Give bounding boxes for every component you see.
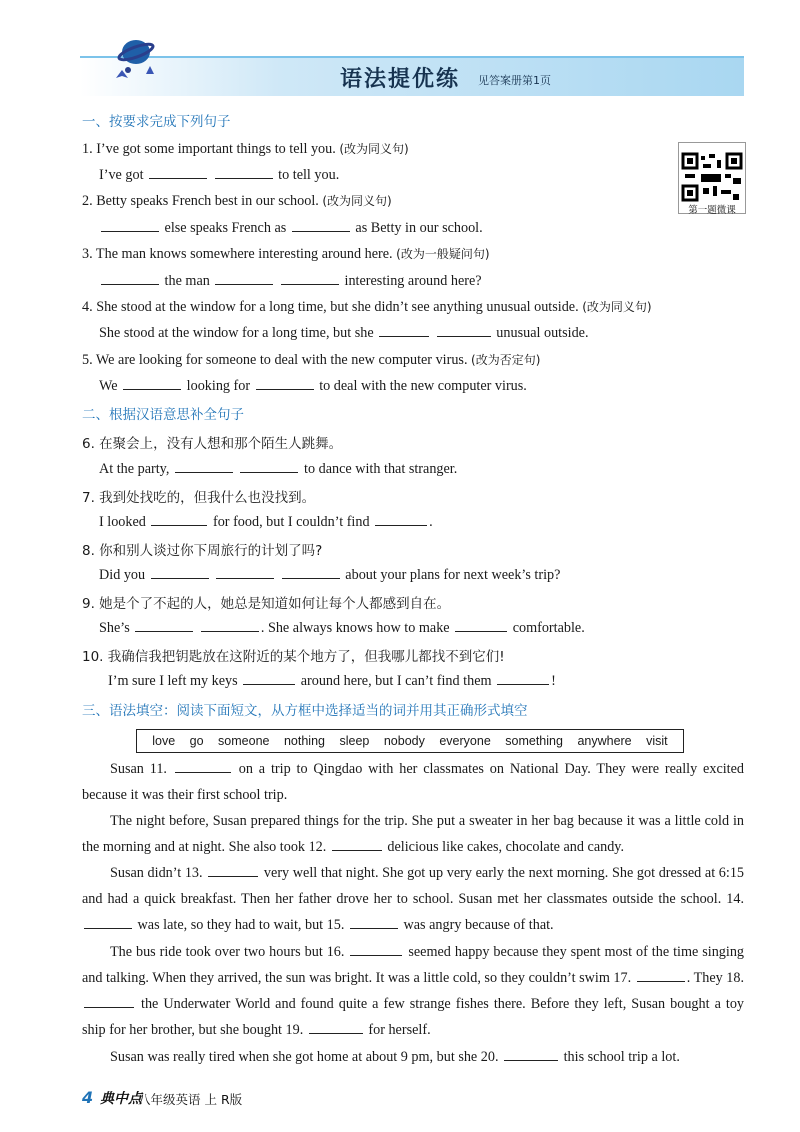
blank-input[interactable] bbox=[281, 272, 339, 285]
blank-input[interactable] bbox=[149, 166, 207, 179]
blank-input[interactable] bbox=[123, 377, 181, 390]
word-bank-item: love bbox=[152, 734, 176, 748]
word-bank-item: go bbox=[189, 734, 204, 748]
blank-input[interactable] bbox=[637, 969, 685, 982]
word-bank-item: someone bbox=[218, 734, 270, 748]
blank-input[interactable] bbox=[292, 219, 350, 232]
footer-book-title: 八年级英语 上 R版 bbox=[138, 1092, 243, 1107]
answer-2: else speaks French as as Betty in our school. bbox=[99, 219, 483, 237]
rocket-logo-icon bbox=[98, 30, 168, 90]
question-3: 3. The man knows somewhere interesting around here. (改为一般疑问句) bbox=[82, 246, 490, 262]
blank-input[interactable] bbox=[332, 838, 382, 851]
blank-input[interactable] bbox=[455, 619, 507, 632]
blank-input[interactable] bbox=[437, 324, 491, 337]
blank-input[interactable] bbox=[208, 864, 258, 877]
passage-paragraph-1: Susan 11. on a trip to Qingdao with her classmates on National Day. They were really excited because it was their first school trip. bbox=[82, 761, 745, 803]
blank-input[interactable] bbox=[282, 566, 340, 579]
question-2: 2. Betty speaks French best in our school. (改为同义句) bbox=[82, 193, 392, 209]
blank-input[interactable] bbox=[175, 460, 233, 473]
question-6: 6. 在聚会上，没有人想和那个陌生人跳舞。 bbox=[82, 436, 343, 452]
question-5: 5. We are looking for someone to deal with the new computer virus. (改为否定句) bbox=[82, 352, 541, 368]
answer-6: At the party, to dance with that stranger. bbox=[99, 461, 458, 477]
passage-paragraph-4: The bus ride took over two hours but 16. seemed happy because they spent most of the time singing and talking. When they arrived, the sun was bright. It was a little cold, so they couldn’t swim 17. . They 18. the Underwater World and found quite a few strange fishes there. Before they left, Susan bought a toy ship for her brother, but she bought 19. for herself. bbox=[82, 944, 745, 1038]
answer-5: We looking for to deal with the new computer virus. bbox=[99, 378, 527, 394]
blank-input[interactable] bbox=[215, 272, 273, 285]
blank-input[interactable] bbox=[101, 219, 159, 232]
blank-input[interactable] bbox=[256, 377, 314, 390]
blank-input[interactable] bbox=[101, 272, 159, 285]
question-4: 4. She stood at the window for a long time, but she didn’t see anything unusual outside. (改为同义句) bbox=[82, 299, 652, 315]
passage-paragraph-2: The night before, Susan prepared things for the trip. She put a sweater in her bag because it was a little cold in the morning and at night. She also took 12. delicious like cakes, chocolate and candy. bbox=[82, 813, 744, 855]
word-bank bbox=[136, 729, 684, 753]
blank-input[interactable] bbox=[504, 1048, 558, 1061]
blank-input[interactable] bbox=[309, 1021, 363, 1034]
answer-10: I’m sure I left my keys around here, but I can’t find them ! bbox=[108, 673, 556, 689]
question-9: 9. 她是个了不起的人，她总是知道如何让每个人都感到自在。 bbox=[82, 596, 451, 612]
brand-logo: 典中点 bbox=[100, 1091, 142, 1107]
passage-paragraph-5: Susan was really tired when she got home at about 9 pm, but she 20. this school trip a lot. bbox=[110, 1049, 680, 1065]
qr-caption: 第一题微课 bbox=[688, 205, 736, 216]
answer-9: She’s . She always knows how to make comfortable. bbox=[99, 620, 585, 636]
word-bank-item: visit bbox=[646, 734, 668, 748]
answer-3: the man interesting around here? bbox=[99, 272, 482, 290]
word-bank-item: sleep bbox=[339, 734, 370, 748]
section-heading-1: 一、按要求完成下列句子 bbox=[82, 114, 231, 130]
question-7: 7. 我到处找吃的，但我什么也没找到。 bbox=[82, 490, 316, 506]
section-heading-3: 三、语法填空：阅读下面短文，从方框中选择适当的词并用其正确形式填空 bbox=[82, 703, 528, 719]
blank-input[interactable] bbox=[151, 513, 207, 526]
blank-input[interactable] bbox=[215, 166, 273, 179]
word-bank-item: nothing bbox=[283, 734, 325, 748]
question-8: 8. 你和别人谈过你下周旅行的计划了吗? bbox=[82, 543, 323, 559]
answer-7: I looked for food, but I couldn’t find . bbox=[99, 514, 433, 530]
word-bank-item: something bbox=[505, 734, 563, 748]
question-1: 1. I’ve got some important things to tell you. (改为同义句) bbox=[82, 141, 409, 157]
blank-input[interactable] bbox=[216, 566, 274, 579]
answer-8: Did you about your plans for next week’s trip? bbox=[99, 567, 561, 583]
blank-input[interactable] bbox=[151, 566, 209, 579]
answer-4: She stood at the window for a long time, but she unusual outside. bbox=[99, 325, 589, 341]
blank-input[interactable] bbox=[84, 916, 132, 929]
word-bank-item: anywhere bbox=[577, 734, 632, 748]
blank-input[interactable] bbox=[350, 943, 402, 956]
question-10: 10. 我确信我把钥匙放在这附近的某个地方了，但我哪儿都找不到它们! bbox=[82, 649, 505, 665]
blank-input[interactable] bbox=[379, 324, 429, 337]
header-title: 语法提优练 bbox=[340, 67, 461, 92]
word-bank-item: everyone bbox=[439, 734, 491, 748]
blank-input[interactable] bbox=[175, 760, 231, 773]
answer-reference: 见答案册第1页 bbox=[478, 74, 551, 87]
blank-input[interactable] bbox=[497, 672, 549, 685]
blank-input[interactable] bbox=[201, 619, 259, 632]
blank-input[interactable] bbox=[240, 460, 298, 473]
blank-input[interactable] bbox=[375, 513, 427, 526]
passage-paragraph-3: Susan didn’t 13. very well that night. She got up very early the next morning. She got dressed at 6:15 and had a quick breakfast. Then her father drove her to school. Susan met her classmates outside the school. 14. was late, so they had to wait, but 15. was angry because of that. bbox=[82, 865, 745, 933]
blank-input[interactable] bbox=[243, 672, 295, 685]
answer-1: I’ve got to tell you. bbox=[99, 167, 340, 183]
page-number: 4 bbox=[82, 1088, 94, 1107]
blank-input[interactable] bbox=[350, 916, 398, 929]
blank-input[interactable] bbox=[135, 619, 193, 632]
word-bank-item: nobody bbox=[383, 734, 425, 748]
section-heading-2: 二、根据汉语意思补全句子 bbox=[82, 407, 244, 423]
blank-input[interactable] bbox=[84, 995, 134, 1008]
